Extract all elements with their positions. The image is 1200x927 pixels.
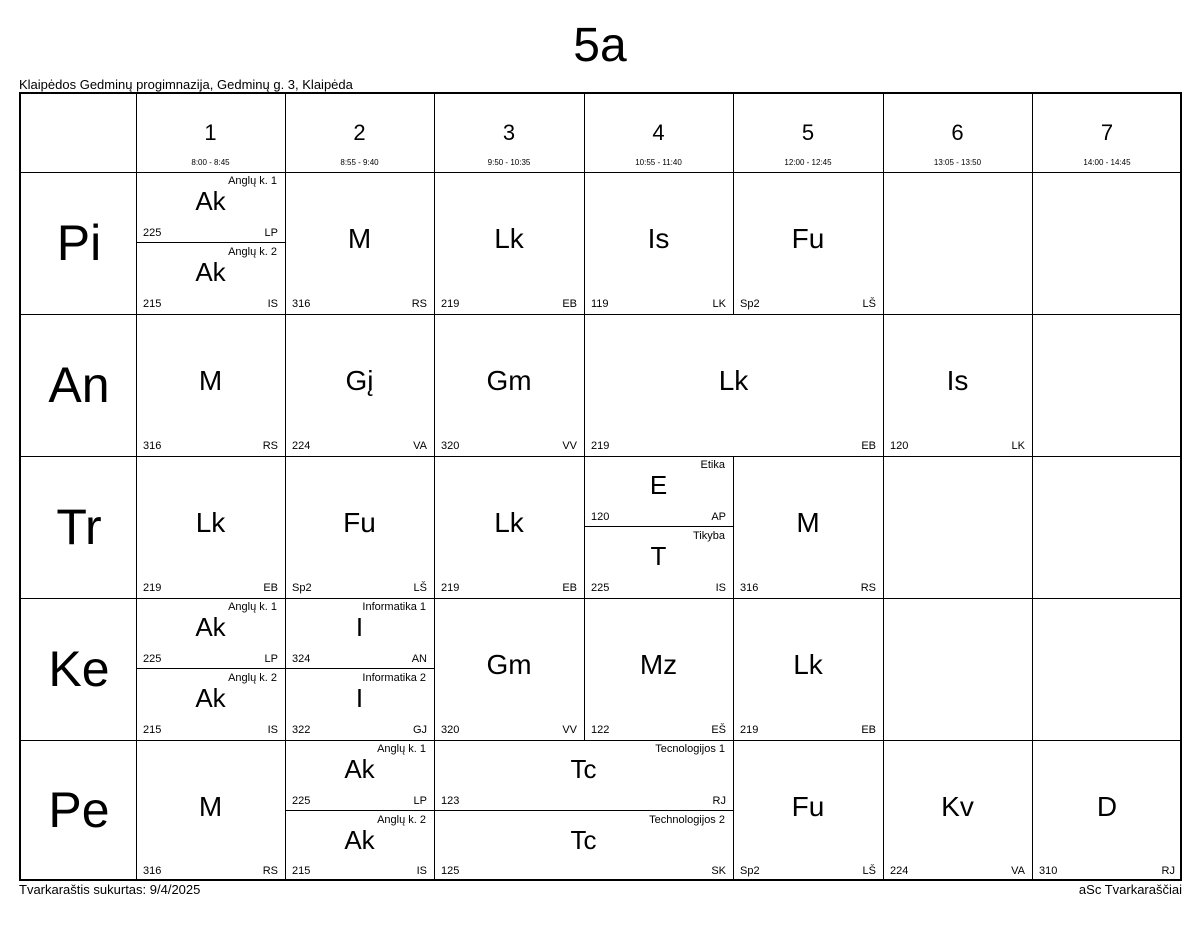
grid-line (434, 172, 435, 314)
lesson-cell[interactable] (733, 740, 883, 881)
room-number: 125 (441, 865, 460, 877)
subject-abbreviation: M (198, 790, 223, 822)
grid-line (1032, 172, 1033, 314)
period-header (285, 94, 434, 172)
grid-line (733, 456, 734, 598)
teacher-initials: LŠ (862, 298, 876, 310)
room-number: 122 (591, 724, 610, 736)
subject-abbreviation: Gm (486, 365, 532, 396)
period-header (434, 94, 584, 172)
group-label: Anglų k. 1 (228, 601, 277, 613)
subject-abbreviation: Lk (793, 649, 823, 680)
created-date: Tvarkaraštis sukurtas: 9/4/2025 (19, 882, 201, 897)
grid-line (1032, 314, 1033, 456)
teacher-initials: LŠ (862, 865, 876, 877)
lesson-cell[interactable] (136, 669, 285, 740)
teacher-initials: LK (712, 298, 726, 310)
teacher-initials: VA (413, 440, 427, 452)
teacher-initials: RS (262, 865, 278, 877)
group-label: Tecnologijos 1 (655, 743, 725, 755)
lesson-cell[interactable] (285, 314, 434, 456)
grid-line (285, 456, 286, 598)
grid-line (1032, 598, 1033, 740)
period-time: 8:55 - 9:40 (340, 158, 379, 167)
subject-abbreviation: Ak (195, 612, 226, 642)
teacher-initials: LŠ (413, 582, 427, 594)
group-label: Tikyba (693, 530, 725, 542)
lesson-cell[interactable] (136, 172, 285, 243)
grid-line (285, 172, 286, 314)
room-number: 224 (292, 440, 311, 452)
lesson-cell[interactable] (883, 314, 1032, 456)
room-number: 219 (740, 724, 759, 736)
room-number: 215 (143, 724, 162, 736)
room-number: 316 (143, 865, 162, 877)
room-number: 316 (143, 440, 162, 452)
subject-abbreviation: T (650, 541, 667, 571)
grid-line (733, 172, 734, 314)
day-label: Pi (56, 215, 102, 271)
subject-abbreviation: Lk (494, 223, 524, 254)
grid-line (285, 598, 286, 740)
subject-abbreviation: Is (647, 223, 670, 254)
teacher-initials: EB (861, 440, 876, 452)
lesson-cell[interactable] (434, 456, 584, 598)
room-number: 219 (441, 298, 460, 310)
period-time: 10:55 - 11:40 (635, 158, 682, 167)
grid-line (434, 94, 435, 172)
grid-line (883, 314, 884, 456)
lesson-cell[interactable] (1032, 740, 1182, 881)
room-number: 225 (143, 653, 162, 665)
period-time: 9:50 - 10:35 (487, 158, 531, 167)
room-number: 219 (441, 582, 460, 594)
group-label: Anglų k. 2 (228, 672, 277, 684)
lesson-cell[interactable] (136, 314, 285, 456)
period-number: 4 (652, 120, 665, 145)
subject-abbreviation: M (796, 507, 820, 538)
lesson-cell[interactable] (584, 314, 883, 456)
grid-line (21, 598, 1182, 599)
subject-abbreviation: Ak (195, 257, 226, 287)
lesson-cell[interactable] (733, 598, 883, 740)
grid-line (21, 456, 1182, 457)
subject-abbreviation: Fu (343, 507, 376, 538)
subject-abbreviation: D (1096, 790, 1118, 822)
subject-abbreviation: Ak (344, 825, 375, 855)
grid-line (21, 172, 1182, 173)
day-label: An (48, 357, 110, 413)
lesson-cell[interactable] (136, 598, 285, 669)
subject-abbreviation: Fu (791, 223, 825, 254)
period-header (733, 94, 883, 172)
teacher-initials: IS (267, 298, 278, 310)
teacher-initials: VV (562, 440, 577, 452)
grid-line (1032, 94, 1033, 172)
lesson-cell[interactable] (285, 456, 434, 598)
subject-abbreviation: Tc (570, 754, 597, 784)
grid-line (584, 598, 585, 740)
period-time: 12:00 - 12:45 (784, 158, 832, 167)
lesson-cell[interactable] (584, 527, 733, 598)
grid-line (584, 456, 585, 598)
period-header (584, 94, 733, 172)
teacher-initials: EŠ (711, 724, 726, 736)
room-number: 316 (740, 582, 759, 594)
teacher-initials: AP (711, 511, 726, 523)
room-number: 316 (292, 298, 311, 310)
grid-line (584, 94, 585, 172)
lesson-cell[interactable] (136, 456, 285, 598)
lesson-cell[interactable] (434, 172, 584, 314)
teacher-initials: EB (263, 582, 278, 594)
subject-abbreviation: Lk (718, 365, 749, 396)
subject-abbreviation: Kv (941, 790, 974, 822)
grid-line (434, 740, 435, 881)
grid-line (883, 456, 884, 598)
subject-abbreviation: Gm (486, 649, 532, 680)
room-number: 310 (1039, 865, 1058, 877)
group-label: Etika (700, 459, 725, 471)
teacher-initials: LP (264, 227, 278, 239)
room-number: 225 (143, 227, 162, 239)
subject-abbreviation: E (649, 470, 668, 500)
room-number: Sp2 (740, 298, 760, 310)
teacher-initials: RS (411, 298, 427, 310)
grid-line (883, 172, 884, 314)
subject-abbreviation: Is (946, 365, 969, 396)
room-number: 219 (591, 440, 610, 452)
subject-abbreviation: Ak (195, 186, 226, 216)
grid-line (1032, 740, 1033, 881)
room-number: 119 (591, 298, 609, 310)
subject-abbreviation: Lk (195, 507, 226, 538)
day-label: Pe (48, 782, 110, 838)
grid-line (21, 314, 1182, 315)
grid-line (733, 740, 734, 881)
room-number: 225 (292, 795, 311, 807)
grid-line (21, 740, 1182, 741)
teacher-initials: SK (711, 865, 726, 877)
period-time: 13:05 - 13:50 (933, 158, 982, 167)
lesson-cell[interactable] (285, 740, 434, 811)
lesson-cell[interactable] (584, 172, 733, 314)
teacher-initials: IS (267, 724, 278, 736)
lesson-cell[interactable] (584, 456, 733, 527)
teacher-initials: RS (860, 582, 876, 594)
room-number: 224 (890, 865, 909, 877)
teacher-initials: LP (264, 653, 278, 665)
period-time: 8:00 - 8:45 (191, 158, 230, 167)
subject-abbreviation: Gį (345, 365, 374, 396)
grid-line (883, 598, 884, 740)
period-number: 6 (951, 120, 964, 145)
teacher-initials: IS (416, 865, 427, 877)
day-label: Tr (56, 499, 102, 555)
period-number: 1 (204, 120, 217, 145)
period-number: 5 (801, 120, 815, 145)
subject-abbreviation: Fu (791, 790, 825, 822)
grid-line (733, 94, 734, 172)
grid-line (285, 94, 286, 172)
subject-abbreviation: Mz (639, 649, 678, 680)
teacher-initials: LP (413, 795, 427, 807)
timetable-grid (19, 92, 1182, 881)
lesson-cell[interactable] (285, 811, 434, 881)
teacher-initials: RS (262, 440, 278, 452)
period-header (136, 94, 285, 172)
room-number: 219 (143, 582, 162, 594)
subject-abbreviation: Ak (344, 754, 375, 784)
room-number: 120 (890, 440, 909, 452)
teacher-initials: EB (562, 582, 577, 594)
teacher-initials: GJ (412, 724, 427, 736)
room-number: 123 (441, 795, 460, 807)
lesson-cell[interactable] (584, 598, 733, 740)
lesson-cell[interactable] (733, 456, 883, 598)
teacher-initials: RJ (1161, 865, 1175, 877)
period-time: 14:00 - 14:45 (1083, 158, 1131, 167)
grid-line (584, 172, 585, 314)
subject-abbreviation: M (347, 223, 372, 254)
group-label: Informatika 2 (362, 672, 426, 684)
group-label: Anglų k. 2 (228, 246, 277, 258)
grid-line (285, 314, 286, 456)
grid-line (136, 94, 137, 881)
school-name: Klaipėdos Gedminų progimnazija, Gedminų g. 3, Klaipėda (19, 77, 353, 92)
teacher-initials: RJ (712, 795, 726, 807)
subject-abbreviation: I (355, 683, 364, 713)
lesson-cell[interactable] (883, 740, 1032, 881)
teacher-initials: LK (1011, 440, 1025, 452)
lesson-cell[interactable] (136, 740, 285, 881)
room-number: 322 (292, 724, 311, 736)
lesson-cell[interactable] (136, 243, 285, 314)
subject-abbreviation: Tc (570, 825, 597, 855)
group-label: Anglų k. 1 (377, 743, 426, 755)
subject-abbreviation: Lk (494, 507, 524, 538)
teacher-initials: VA (1011, 865, 1025, 877)
teacher-initials: AN (411, 653, 427, 665)
period-header (1032, 94, 1182, 172)
room-number: 324 (292, 653, 311, 665)
teacher-initials: IS (715, 582, 726, 594)
grid-line (883, 740, 884, 881)
lesson-cell[interactable] (285, 172, 434, 314)
group-label: Anglų k. 2 (377, 814, 426, 826)
grid-line (733, 598, 734, 740)
lesson-cell[interactable] (733, 172, 883, 314)
subject-abbreviation: I (355, 612, 364, 642)
group-label: Informatika 1 (362, 601, 426, 613)
group-label: Anglų k. 1 (228, 175, 277, 187)
lesson-cell[interactable] (434, 811, 733, 881)
room-number: 215 (143, 298, 162, 310)
grid-line (434, 314, 435, 456)
period-header (883, 94, 1032, 172)
grid-line (584, 314, 585, 456)
teacher-initials: EB (861, 724, 876, 736)
room-number: 215 (292, 865, 311, 877)
room-number: Sp2 (740, 865, 760, 877)
room-number: 120 (591, 511, 610, 523)
period-number: 2 (353, 120, 366, 145)
grid-line (434, 598, 435, 740)
subject-abbreviation: M (198, 365, 223, 396)
room-number: 225 (591, 582, 610, 594)
teacher-initials: VV (562, 724, 577, 736)
brand-label: aSc Tvarkaraščiai (1078, 882, 1182, 897)
lesson-cell[interactable] (285, 598, 434, 669)
period-number: 7 (1100, 120, 1114, 145)
grid-line (285, 740, 286, 881)
period-number: 3 (502, 120, 516, 145)
group-label: Technologijos 2 (649, 814, 725, 826)
lesson-cell[interactable] (285, 669, 434, 740)
page-title: 5a (573, 19, 627, 72)
day-label: Ke (48, 641, 110, 697)
subject-abbreviation: Ak (195, 683, 226, 713)
teacher-initials: EB (562, 298, 577, 310)
lesson-cell[interactable] (434, 598, 584, 740)
room-number: 320 (441, 724, 460, 736)
lesson-cell[interactable] (434, 314, 584, 456)
grid-line (1032, 456, 1033, 598)
room-number: 320 (441, 440, 460, 452)
grid-line (883, 94, 884, 172)
lesson-cell[interactable] (434, 740, 733, 811)
grid-line (434, 456, 435, 598)
room-number: Sp2 (292, 582, 312, 594)
